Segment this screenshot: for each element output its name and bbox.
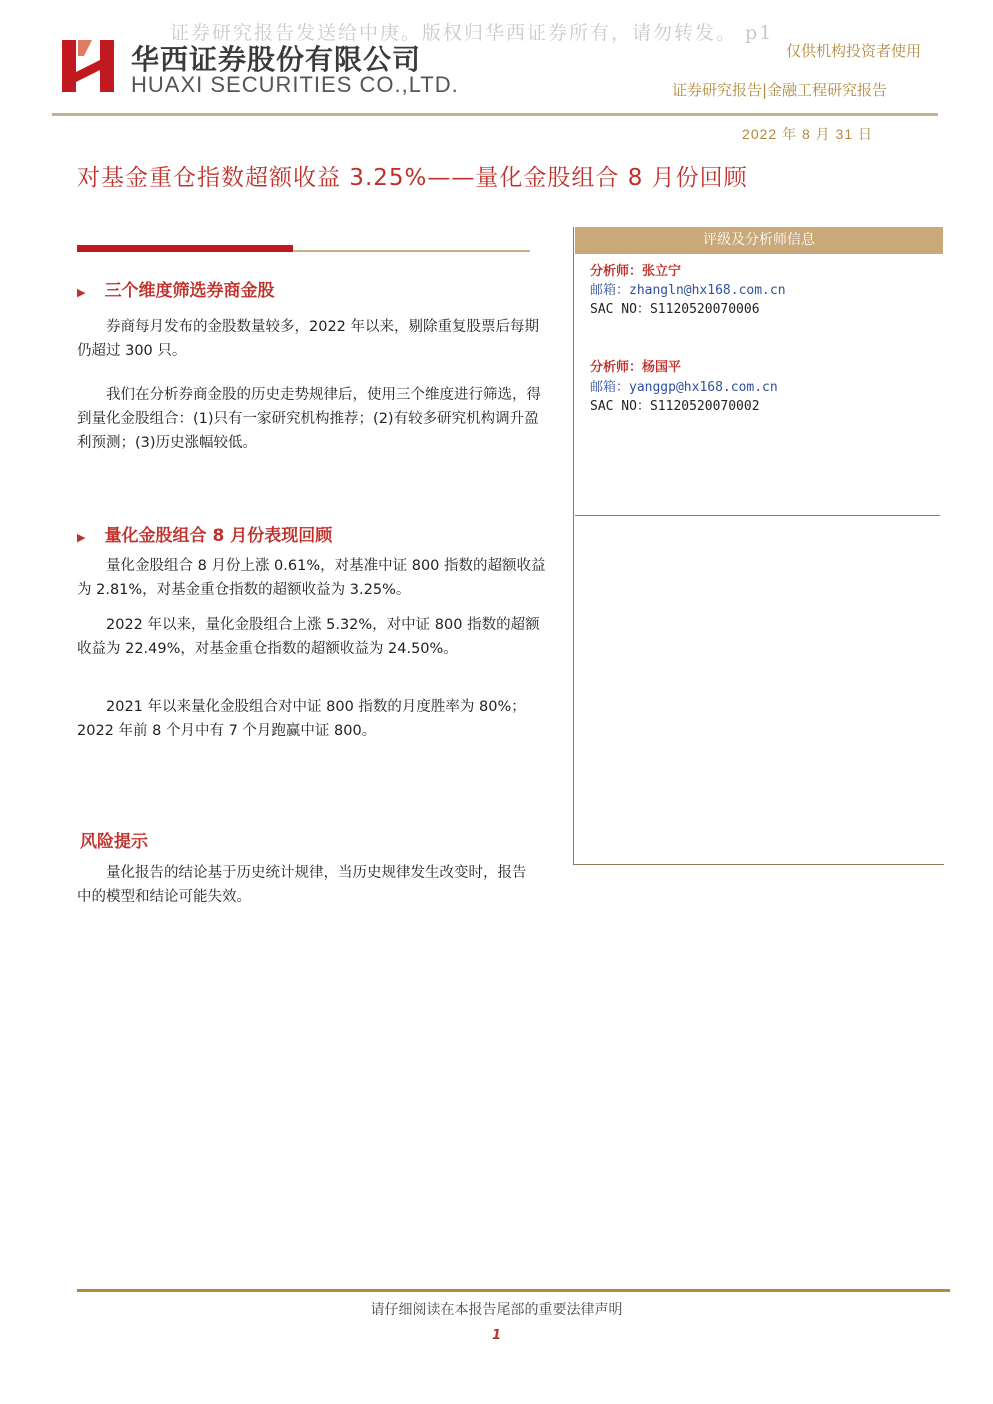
analyst-name: 分析师：杨国平	[590, 360, 682, 375]
paragraph: 券商每月发布的金股数量较多，2022 年以来，剔除重复股票后每期仍超过 300 只。	[77, 319, 540, 359]
sidebar-divider	[575, 515, 940, 516]
triangle-bullet-icon: ▶	[77, 286, 86, 299]
section-heading-1	[77, 276, 275, 301]
report-date: 2022 年 8 月 31 日	[742, 126, 873, 142]
company-name-en: HUAXI SECURITIES CO.,LTD.	[131, 72, 459, 97]
analyst-email[interactable]: 邮箱：zhangln@hx168.com.cn	[590, 283, 786, 298]
header-divider	[52, 113, 938, 116]
paragraph: 量化金股组合 8 月份上涨 0.61%，对基准中证 800 指数的超额收益为 2.81%，对基金重仓指数的超额收益为 3.25%。	[77, 558, 546, 598]
huaxi-logo-icon	[60, 36, 118, 94]
risk-paragraph: 量化报告的结论基于历史统计规律，当历史规律发生改变时，报告中的模型和结论可能失效。	[77, 865, 527, 905]
analyst-name: 分析师：张立宁	[590, 264, 682, 279]
footer-divider	[77, 1289, 950, 1292]
analyst-email[interactable]: 邮箱：yanggp@hx168.com.cn	[590, 380, 778, 395]
risk-heading: 风险提示	[80, 832, 148, 852]
section-accent-bar	[77, 245, 293, 252]
paragraph: 我们在分析券商金股的历史走势规律后，使用三个维度进行筛选，得到量化金股组合：(1)只有一家研究机构推荐；(2)有较多研究机构调升盈利预测；(3)历史涨幅较低。	[77, 387, 541, 451]
paragraph: 2022 年以来，量化金股组合上涨 5.32%，对中证 800 指数的超额收益为 22.49%，对基金重仓指数的超额收益为 24.50%。	[77, 617, 540, 657]
section-heading-text: 量化金股组合 8 月份表现回顾	[104, 526, 333, 546]
section-accent-line	[293, 250, 530, 252]
audience-label: 仅供机构投资者使用	[785, 42, 921, 60]
sidebar-heading: 评级及分析师信息	[575, 227, 943, 254]
analyst-sac: SAC NO：S1120520070002	[590, 399, 760, 414]
triangle-bullet-icon: ▶	[77, 531, 86, 544]
page-number: 1	[491, 1328, 502, 1343]
report-title: 对基金重仓指数超额收益 3.25%——量化金股组合 8 月份回顾	[77, 165, 748, 191]
analyst-sidebar	[573, 227, 944, 865]
paragraph: 2021 年以来量化金股组合对中证 800 指数的月度胜率为 80%；2022 年前 8 个月中有 7 个月跑赢中证 800。	[77, 699, 526, 739]
section-heading-text: 三个维度筛选券商金股	[104, 281, 275, 301]
analyst-sac: SAC NO：S1120520070006	[590, 302, 760, 317]
section-heading-2	[77, 521, 332, 546]
report-category: 证券研究报告|金融工程研究报告	[671, 81, 887, 99]
company-name-cn: 华西证券股份有限公司	[131, 43, 422, 76]
watermark: 证券研究报告发送给中庚。版权归华西证券所有，请勿转发。 p1	[170, 22, 774, 44]
legal-notice: 请仔细阅读在本报告尾部的重要法律声明	[370, 1302, 623, 1318]
